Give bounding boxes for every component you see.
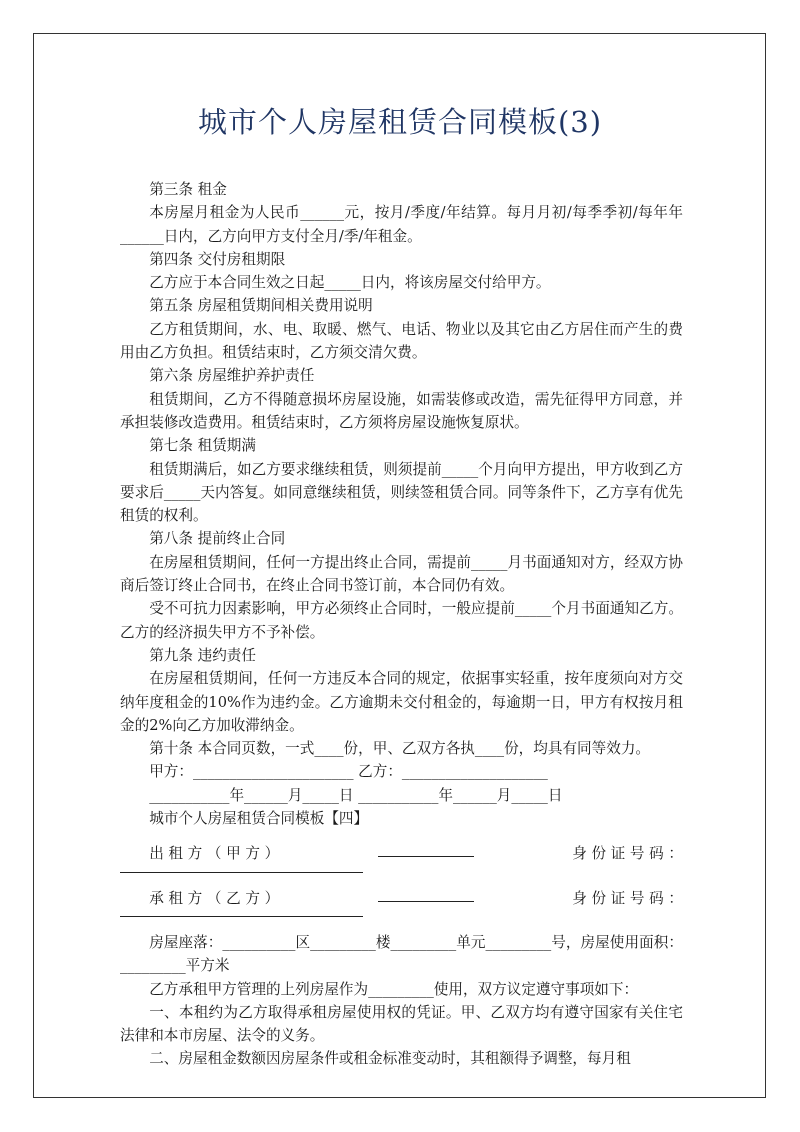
- paragraph: 一、本租约为乙方取得承租房屋使用权的凭证。甲、乙双方均有遵守国家有关住宅法律和本市房屋、法令的义务。: [120, 1003, 683, 1045]
- paragraph: 租赁期满后，如乙方要求继续租赁，则须提前_____个月向甲方提出，甲方收到乙方要求后_____天内答复。如同意继续租赁，则续签租赁合同。同等条件下，乙方享有优先租赁的权利。: [120, 460, 683, 525]
- lessee-label: 承 租 方 （ 乙 方 ）: [149, 889, 280, 907]
- paragraph: 受不可抗力因素影响，甲方必须终止合同时，一般应提前_____个月书面通知乙方。乙方的经济损失甲方不予补偿。: [120, 600, 683, 641]
- paragraph: 城市个人房屋租赁合同模板【四】: [149, 810, 369, 828]
- article-heading: 第五条 房屋租赁期间相关费用说明: [149, 297, 373, 315]
- article-heading: 第四条 交付房租期限: [149, 250, 286, 268]
- paragraph: 二、房屋租金数额因房屋条件或租金标准变动时，其租额得予调整，每月租: [149, 1050, 631, 1068]
- paragraph: ___________年______月_____日 ___________年______月_____日: [149, 786, 563, 804]
- article-heading: 第七条 租赁期满: [149, 437, 256, 455]
- article-heading: 第六条 房屋维护养护责任: [149, 367, 315, 385]
- paragraph: 在房屋租赁期间，任何一方提出终止合同，需提前_____月书面通知对方，经双方协商后签订终止合同书，在终止合同书签订前，本合同仍有效。: [120, 553, 683, 595]
- lessor-label: 出 租 方 （ 甲 方 ）: [149, 845, 280, 863]
- paragraph: 乙方租赁期间，水、电、取暖、燃气、电话、物业以及其它由乙方居住而产生的费用由乙方负担。租赁结束时，乙方须交清欠费。: [120, 320, 683, 362]
- page-title: 城市个人房屋租赁合同模板(3): [197, 105, 603, 139]
- article-heading: 第三条 租金: [149, 181, 227, 198]
- contract-body: [120, 178, 683, 1071]
- article-heading: 第九条 违约责任: [149, 646, 256, 664]
- lessor-row: [120, 842, 683, 865]
- paragraph: 房屋座落：__________区_________楼_________单元_________号，房屋使用面积：_________平方米: [120, 933, 683, 975]
- lessor-id-blank: [120, 866, 363, 873]
- paragraph: 乙方承租甲方管理的上列房屋作为_________使用，双方议定遵守事项如下：: [149, 980, 639, 998]
- paragraph: 甲方：______________________ 乙方：____________________: [149, 763, 548, 781]
- paragraph: 本房屋月租金为人民币______元，按月/季度/年结算。每月月初/每季季初/每年年______日内，乙方向甲方支付全月/季/年租金。: [120, 204, 683, 245]
- article-heading: 第八条 提前终止合同: [149, 530, 286, 548]
- lessor-name-blank: [378, 842, 474, 857]
- lessor-id-label: 身 份 证 号 码 ：: [572, 845, 683, 863]
- lessee-row: [120, 887, 683, 910]
- paragraph: 乙方应于本合同生效之日起_____日内，将该房屋交付给甲方。: [149, 274, 551, 292]
- paragraph: 在房屋租赁期间，任何一方违反本合同的规定，依据事实轻重，按年度须向对方交纳年度租金的10%作为违约金。乙方逾期未交付租金的，每逾期一日，甲方有权按月租金的2%向乙方加收滞纳金。: [120, 670, 683, 734]
- paragraph: 第十条 本合同页数，一式____份，甲、乙双方各执____份，均具有同等效力。: [149, 740, 651, 758]
- paragraph: 租赁期间，乙方不得随意损坏房屋设施，如需装修或改造，需先征得甲方同意，并承担装修改造费用。租赁结束时，乙方须将房屋设施恢复原状。: [120, 390, 683, 431]
- lessee-name-blank: [378, 887, 474, 902]
- lessee-id-blank: [120, 910, 363, 917]
- lessee-id-label: 身 份 证 号 码 ：: [572, 889, 683, 907]
